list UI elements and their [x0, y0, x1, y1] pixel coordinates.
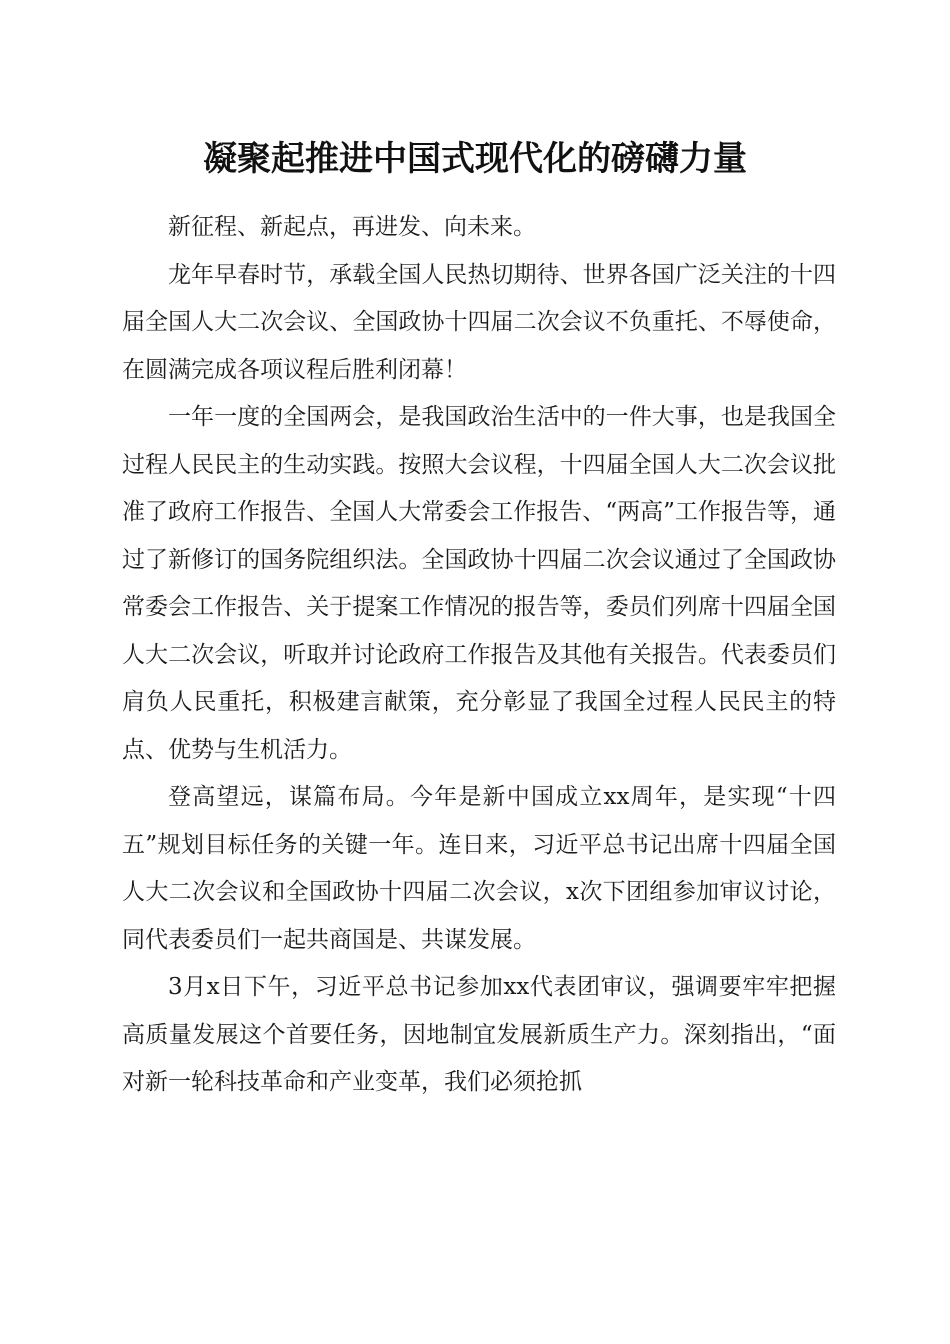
paragraph-2: 龙年早春时节，承载全国人民热切期待、世界各国广泛关注的十四届全国人大二次会议、全国政协十四届二次会议不负重托、不辱使命，在圆满完成各项议程后胜利闭幕！ [122, 261, 836, 383]
paragraph-5: 3月x日下午，习近平总书记参加xx代表团审议，强调要牢牢把握高质量发展这个首要任务，因地制宜发展新质生产力。深刻指出，“面对新一轮科技革命和产业变革，我们必须抢抓 [122, 974, 836, 1095]
paragraph-4: 登高望远，谋篇布局。今年是新中国成立xx周年，是实现“十四五”规划目标任务的关键一年。连日来，习近平总书记出席十四届全国人大二次会议和全国政协十四届二次会议，x次下团组参加审议讨论，同代表委员们一起共商国是、共谋发展。 [122, 784, 836, 953]
document-body [122, 204, 836, 1107]
document-title: 凝聚起推进中国式现代化的磅礴力量 [203, 139, 747, 179]
paragraph-1: 新征程、新起点，再进发、向未来。 [168, 214, 536, 240]
paragraph-3: 一年一度的全国两会，是我国政治生活中的一件大事，也是我国全过程人民民主的生动实践。按照大会议程，十四届全国人大二次会议批准了政府工作报告、全国人大常委会工作报告、“两高”工作报告等，通过了新修订的国务院组织法。全国政协十四届二次会议通过了全国政协常委会工作报告、关于提案工作情况的报告等，委员们列席十四届全国人大二次会议，听取并讨论政府工作报告及其他有关报告。代表委员们肩负人民重托，积极建言献策，充分彰显了我国全过程人民民主的特点、优势与生机活力。 [122, 404, 836, 763]
